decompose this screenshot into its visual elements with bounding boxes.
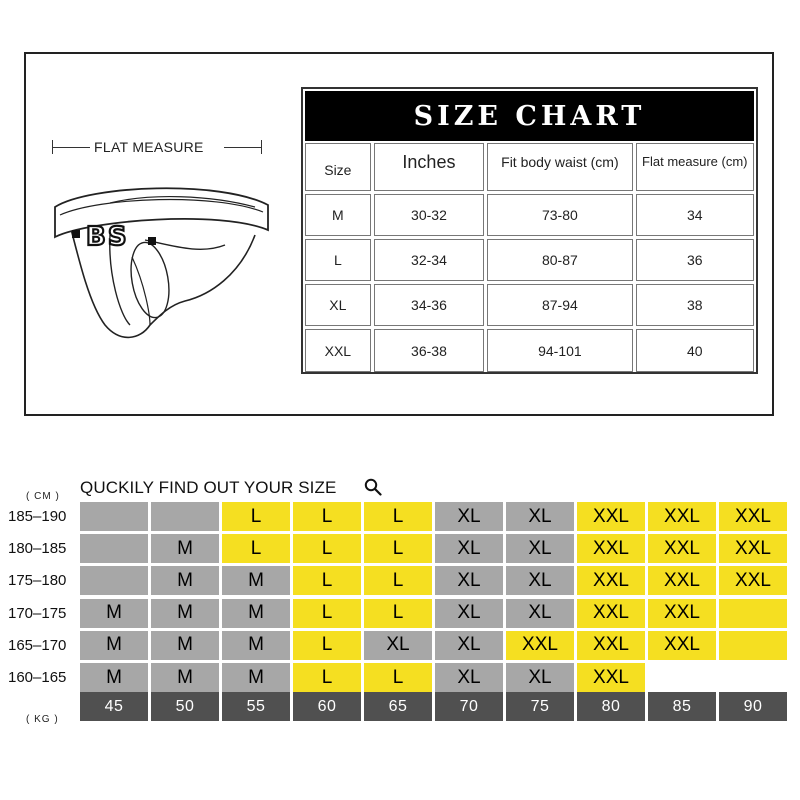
size-grid-cell: XL xyxy=(435,663,503,692)
size-cell: M xyxy=(305,194,371,236)
height-range-label: 165–170 xyxy=(8,636,67,654)
size-grid-cell: XXL xyxy=(577,663,645,692)
flat-measure-label: FLAT MEASURE xyxy=(94,139,204,155)
size-grid-cell: L xyxy=(364,663,432,692)
size-grid-cell: XXL xyxy=(719,534,787,563)
height-unit-label: ( CM ) xyxy=(26,491,60,502)
size-grid-cell: M xyxy=(151,631,219,660)
size-grid-cell: L xyxy=(364,599,432,628)
size-grid-cell: XL xyxy=(435,599,503,628)
table-row xyxy=(305,284,754,326)
inches-cell: 32-34 xyxy=(374,239,485,281)
brand-logo: BS xyxy=(86,222,129,252)
size-grid-cell: XXL xyxy=(719,502,787,531)
size-grid-cell: L xyxy=(293,663,361,692)
weight-label: 50 xyxy=(151,692,219,721)
flat-measure-cell: 34 xyxy=(636,194,754,236)
size-grid-cell: M xyxy=(151,599,219,628)
size-grid-cell: L xyxy=(293,566,361,595)
size-grid-cell: L xyxy=(222,534,290,563)
size-chart-title: SIZE CHART xyxy=(413,100,646,132)
size-grid-cell: XXL xyxy=(648,631,716,660)
size-grid-cell: L xyxy=(364,534,432,563)
height-range-label: 180–185 xyxy=(8,540,67,558)
size-grid-cell: XL xyxy=(506,663,574,692)
size-grid-cell: L xyxy=(293,599,361,628)
size-grid-cell: L xyxy=(222,502,290,531)
product-illustration xyxy=(50,175,280,345)
size-grid-cell: XXL xyxy=(648,599,716,628)
size-grid-cell: XXL xyxy=(719,566,787,595)
size-chart-header-row xyxy=(305,143,754,191)
size-grid-cell xyxy=(719,599,787,628)
size-grid-cell: M xyxy=(151,663,219,692)
size-grid-cell: M xyxy=(80,631,148,660)
size-grid-cell: XL xyxy=(435,631,503,660)
size-grid-cell: XXL xyxy=(577,631,645,660)
size-grid-cell: XXL xyxy=(648,502,716,531)
weight-label: 45 xyxy=(80,692,148,721)
flat-measure-cell: 38 xyxy=(636,284,754,326)
size-grid-cell: L xyxy=(293,502,361,531)
size-grid-cell: M xyxy=(151,566,219,595)
table-row xyxy=(305,194,754,236)
size-grid-cell: XXL xyxy=(648,566,716,595)
size-grid-cell: XXL xyxy=(577,534,645,563)
size-cell: XL xyxy=(305,284,371,326)
weight-unit-label: ( KG ) xyxy=(26,714,59,725)
weight-label: 85 xyxy=(648,692,716,721)
inches-cell: 30-32 xyxy=(374,194,485,236)
weight-label: 55 xyxy=(222,692,290,721)
weight-label: 80 xyxy=(577,692,645,721)
size-grid-cell: XXL xyxy=(577,502,645,531)
size-grid-cell: XL xyxy=(506,599,574,628)
flat-measure-cell: 36 xyxy=(636,239,754,281)
height-range-label: 185–190 xyxy=(8,508,67,525)
search-icon xyxy=(364,478,382,496)
size-grid-cell: L xyxy=(293,534,361,563)
size-grid-cell: L xyxy=(364,502,432,531)
size-cell: XXL xyxy=(305,329,371,372)
header-size: Size xyxy=(305,143,371,191)
weight-label: 60 xyxy=(293,692,361,721)
size-cell: L xyxy=(305,239,371,281)
waist-cell: 87-94 xyxy=(487,284,632,326)
size-grid-cell: XL xyxy=(435,534,503,563)
table-row xyxy=(305,329,754,372)
size-grid-cell: XXL xyxy=(648,534,716,563)
quick-find-title: QUCKILY FIND OUT YOUR SIZE xyxy=(80,478,337,497)
size-grid-cell: XL xyxy=(364,631,432,660)
size-grid-cell xyxy=(719,663,787,692)
header-fit-body-waist: Fit body waist (cm) xyxy=(487,143,632,191)
size-grid-cell xyxy=(648,663,716,692)
size-grid-cell: XL xyxy=(506,566,574,595)
size-grid-cell xyxy=(80,566,148,595)
waist-cell: 80-87 xyxy=(487,239,632,281)
waist-cell: 73-80 xyxy=(487,194,632,236)
flat-measure-cell: 40 xyxy=(636,329,754,372)
size-grid-cell: XL xyxy=(435,502,503,531)
size-grid-cell: M xyxy=(151,534,219,563)
weight-label: 90 xyxy=(719,692,787,721)
size-grid-cell xyxy=(151,502,219,531)
size-grid-cell: M xyxy=(80,663,148,692)
size-grid-cell: XL xyxy=(506,534,574,563)
size-grid-cell: M xyxy=(222,663,290,692)
size-chart-table xyxy=(301,87,758,374)
size-grid-cell xyxy=(80,534,148,563)
table-row xyxy=(305,239,754,281)
height-range-label: 160–165 xyxy=(8,669,67,686)
size-grid-cell: XL xyxy=(435,566,503,595)
height-range-label: 170–175 xyxy=(8,604,67,622)
size-grid-cell: M xyxy=(80,599,148,628)
flat-measure-indicator xyxy=(52,137,262,157)
height-range-label: 175–180 xyxy=(8,572,67,590)
size-grid-cell: XXL xyxy=(577,566,645,595)
header-flat-measure: Flat measure (cm) xyxy=(636,143,754,191)
size-grid-cell: XXL xyxy=(506,631,574,660)
size-grid-cell: L xyxy=(364,566,432,595)
size-grid-cell: L xyxy=(293,631,361,660)
weight-label: 75 xyxy=(506,692,574,721)
size-grid-cell: M xyxy=(222,631,290,660)
size-grid-cell xyxy=(80,502,148,531)
weight-label: 65 xyxy=(364,692,432,721)
size-grid-cell: XXL xyxy=(577,599,645,628)
inches-cell: 36-38 xyxy=(374,329,485,372)
size-grid-cell xyxy=(719,631,787,660)
inches-cell: 34-36 xyxy=(374,284,485,326)
size-grid-cell: M xyxy=(222,599,290,628)
header-inches: Inches xyxy=(374,143,485,191)
waist-cell: 94-101 xyxy=(487,329,632,372)
size-grid-cell: M xyxy=(222,566,290,595)
size-chart-title-bar xyxy=(305,91,754,141)
size-grid-cell: XL xyxy=(506,502,574,531)
weight-label: 70 xyxy=(435,692,503,721)
